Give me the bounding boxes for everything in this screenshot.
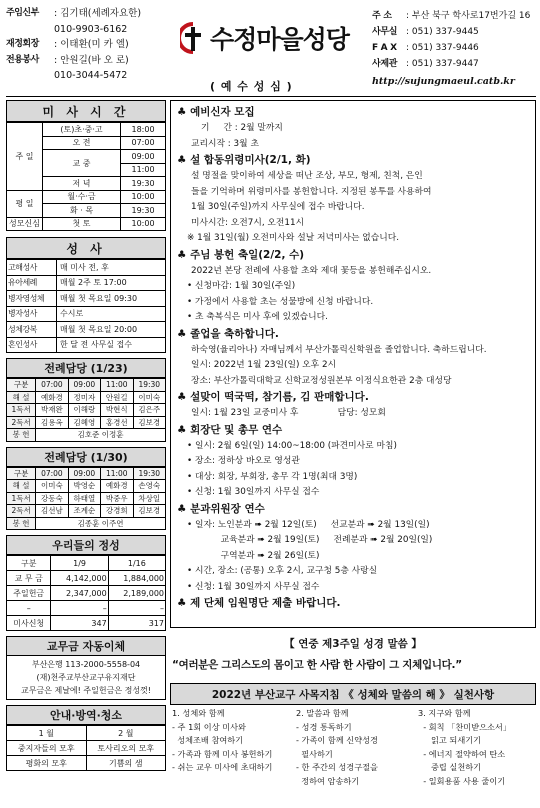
duty-name: 홍경선	[101, 416, 133, 429]
header-row	[6, 68, 166, 84]
verse-text: “여러분은 그리스도의 몸이고 한 사람 한 사람이 그 지체입니다.”	[172, 659, 462, 671]
notice-heading: ♣ 설맞이 떡국떡, 참기름, 김 판매합니다.	[177, 391, 369, 403]
practice-item: 읽고 되새기기	[418, 735, 482, 745]
practice-item: - 주 1회 이상 미사와	[172, 721, 246, 732]
duty2-table	[6, 467, 166, 531]
mass-time: 09:00	[121, 150, 166, 164]
offering-amount: 2,347,000	[51, 586, 108, 601]
notice-line: 구역분과 ➠ 2월 26일(토)	[201, 550, 320, 561]
offering-item: 미사신청	[7, 616, 51, 631]
duty-header-cell: 19:30	[133, 379, 166, 392]
duty-role: 봉 헌	[7, 517, 36, 530]
mass-slot: 첫 토	[43, 217, 121, 231]
header-label: F A X	[372, 43, 397, 53]
duty-row	[7, 429, 166, 442]
cross-icon	[180, 21, 206, 55]
duty-role: 2독서	[7, 416, 36, 429]
notice-line: • 가정에서 사용할 초는 성물방에 신청 바랍니다.	[187, 296, 374, 307]
duty-names: 김호준 이정훈	[36, 429, 166, 442]
duty-names: 김종훈 이주연	[36, 517, 166, 530]
header-row	[372, 24, 536, 40]
mass-row	[7, 123, 166, 137]
header-row	[6, 37, 166, 53]
verse-title: 【 연중 제3주일 성경 말씀 】	[284, 638, 422, 650]
duty-name: 조계순	[68, 505, 100, 518]
notice-line: 교리시작 : 3월 초	[191, 138, 259, 149]
duty2-title: 전례담당 (1/30)	[6, 447, 166, 467]
mass-slot: 저 녁	[43, 177, 121, 191]
duty1-title: 전례담당 (1/23)	[6, 358, 166, 378]
header-value: : 안원길(바 오 로)	[54, 54, 129, 66]
header-value: : 051) 337-9447	[406, 59, 479, 69]
duty-role: 1독서	[7, 492, 36, 505]
mass-time: 19:30	[121, 177, 166, 191]
notice-line: 교육분과 ➠ 2월 19일(토) 전례분과 ➠ 2월 20일(일)	[201, 535, 433, 545]
duty-name: 김보경	[133, 416, 166, 429]
offering-amount: 317	[108, 616, 165, 631]
mass-slot: 월·수·금	[43, 190, 121, 204]
header-row	[372, 40, 536, 56]
header-value: 010-9903-6162	[54, 23, 128, 35]
notice-line: • 신청: 1월 30일까지 사무실 접수	[187, 487, 320, 497]
sacrament-time: 매 미사 전, 후	[57, 260, 166, 276]
header-label	[6, 22, 54, 38]
practice-heading: 3. 지구와 함께	[418, 708, 471, 718]
notice-line: 장소: 부산가톨릭대학교 신학교정성원본부 이정식요한관 2층 대성당	[191, 375, 452, 386]
cleaning-group: 기쁨의 샘	[86, 756, 166, 771]
header-label	[6, 68, 54, 84]
notice-line: 1월 30일(주일)까지 사무실에 접수 바랍니다.	[191, 202, 365, 212]
mass-time: 07:00	[121, 136, 166, 150]
duty-header-cell: 11:00	[101, 467, 133, 480]
offering-title: 우리들의 정성	[6, 535, 166, 555]
duty-header-cell: 11:00	[101, 379, 133, 392]
cleaning-row	[7, 756, 166, 771]
duty-row	[7, 505, 166, 518]
offering-header-row	[7, 556, 166, 571]
sacrament-time: 매월 첫 목요일 09:30	[57, 291, 166, 307]
offering-header-cell: 구분	[7, 556, 51, 571]
duty-row	[7, 391, 166, 404]
practice-column	[414, 707, 536, 788]
header-row	[372, 8, 536, 24]
notice-heading: ♣ 제 단체 임원명단 제출 바랍니다.	[177, 597, 341, 609]
notice-heading: ♣ 분과위원장 연수	[177, 502, 265, 515]
practice-column	[172, 707, 290, 788]
practice-heading: 2. 말씀과 함께	[296, 708, 349, 718]
header-value: : 051) 337-9446	[406, 43, 479, 53]
notice-board	[170, 100, 536, 628]
offering-amount: –	[51, 601, 108, 616]
duty-name: 박현식	[101, 404, 133, 417]
duty-role: 해 설	[7, 391, 36, 404]
offering-row	[7, 586, 166, 601]
duty-header-cell: 구분	[7, 467, 36, 480]
practice-item: 성체조배 참여하기	[172, 735, 244, 745]
offering-row	[7, 616, 166, 631]
pastoral-motto: 2022년 부산교구 사목지침 《 성체와 말씀의 해 》 실천사항	[170, 683, 536, 705]
mass-row	[7, 190, 166, 204]
practice-item: 필사하기	[296, 748, 333, 759]
duty-row	[7, 480, 166, 493]
notice-line: 기 간 : 2월 말까지	[201, 123, 283, 133]
mass-category: 평 일	[7, 190, 43, 217]
notice-line: • 일시: 2월 6일(일) 14:00~18:00 (파견미사로 마침)	[187, 440, 397, 451]
offering-row	[7, 571, 166, 586]
header-value: : 051) 337-9445	[406, 27, 479, 37]
offering-amount: 4,142,000	[51, 571, 108, 586]
duty-header-cell: 19:30	[133, 467, 166, 480]
offering-amount: 347	[51, 616, 108, 631]
duty-name: 정미자	[68, 391, 100, 404]
duty-name: 예화경	[36, 391, 68, 404]
duty-header-cell: 09:00	[68, 467, 100, 480]
header-row	[6, 53, 166, 69]
duty-name: 박재완	[36, 404, 68, 417]
notice-line: • 초 축복식은 미사 후에 있겠습니다.	[187, 312, 328, 322]
sacraments-title: 성 사	[6, 237, 166, 259]
mass-slot: 오 전	[43, 136, 121, 150]
practice-item: - 에너지 절약하여 탄소	[418, 748, 506, 759]
contact-info	[372, 8, 536, 72]
notice-line: 2022년 본당 전례에 사용할 초와 제대 꽃등을 봉헌해주십시오.	[191, 265, 432, 276]
cleaning-row	[7, 741, 166, 756]
notice-heading: ♣ 설 합동위령미사(2/1, 화)	[177, 154, 311, 166]
header-value: : 이태환(미 카 엘)	[54, 39, 129, 50]
practice-heading: 1. 성체와 함께	[172, 708, 225, 718]
duty-name: 하태열	[68, 492, 100, 505]
sacrament-name: 병자성사	[7, 306, 57, 322]
parish-logo	[180, 18, 349, 58]
duty-header-cell: 07:00	[36, 379, 68, 392]
transfer-box	[6, 656, 166, 700]
sacrament-row	[7, 306, 166, 322]
duty-row	[7, 404, 166, 417]
sacraments-table	[6, 259, 166, 353]
sacrament-time: 한 달 전 사무실 접수	[57, 337, 166, 353]
duty-name: 예화경	[101, 480, 133, 493]
practice-item: - 가족이 함께 신약성경	[296, 735, 378, 745]
cleaning-table	[6, 725, 166, 771]
duty-name: 박영순	[68, 480, 100, 493]
cleaning-month: 2 월	[86, 726, 166, 741]
mass-time: 19:30	[121, 204, 166, 218]
header-value: 010-3044-5472	[54, 70, 128, 81]
practice-item: - 쉬는 교우 미사에 초대하기	[172, 762, 273, 772]
offering-header-cell: 1/16	[108, 556, 165, 571]
offering-item: –	[7, 601, 51, 616]
parish-subtitle: ( 예 수 성 심 )	[210, 80, 293, 93]
duty-name: 차상일	[133, 492, 166, 505]
notice-heading: ♣ 졸업을 축하합니다.	[177, 327, 279, 340]
header-label: 사제관	[372, 59, 398, 69]
mass-category: 주 일	[7, 123, 43, 191]
header-label: 주 소	[372, 11, 392, 21]
practice-item: 중립 실천하기	[418, 762, 482, 772]
notice-line: • 신청: 1월 30일까지 사무실 접수	[187, 581, 320, 592]
cleaning-header-row	[7, 726, 166, 741]
notice-line: • 시간, 장소: (공통) 오후 2시, 교구청 5층 사랑실	[187, 566, 378, 576]
offering-table	[6, 555, 166, 631]
sacrament-row	[7, 337, 166, 353]
website-link[interactable]: http://sujungmaeul.catb.kr	[372, 76, 515, 87]
sacrament-name: 유아세례	[7, 275, 57, 291]
duty-header-cell: 구분	[7, 379, 36, 392]
duty-role: 해 설	[7, 480, 36, 493]
duty-name: 김혜영	[68, 416, 100, 429]
offering-row	[7, 601, 166, 616]
header-label: 재정회장	[6, 39, 39, 49]
offering-amount: 1,884,000	[108, 571, 165, 586]
notice-line: 일시: 1월 23일 교중미사 후 담당: 성모회	[191, 408, 386, 418]
duty-header-row	[7, 379, 166, 392]
header-row	[372, 56, 536, 72]
duty-header-cell: 07:00	[36, 467, 68, 480]
notice-line: • 일자: 노인분과 ➠ 2월 12일(토) 선교분과 ➠ 2월 13일(일)	[187, 519, 430, 530]
mass-table	[6, 122, 166, 231]
notice-line: 하숙영(율리아나) 자매님께서 부산가톨릭신학원을 졸업합니다. 축하드립니다.	[191, 344, 487, 355]
notice-line: • 대상: 회장, 부회장, 총무 각 1명(최대 3명)	[187, 471, 358, 482]
notice-line: 일시: 2022년 1월 23일(일) 오후 2시	[191, 360, 337, 370]
duty-name: 김선남	[36, 505, 68, 518]
cleaning-group: 중지자들의 모후	[7, 741, 87, 756]
offering-header-cell: 1/9	[51, 556, 108, 571]
sacrament-name: 병자영성체	[7, 291, 57, 307]
duty1-table	[6, 378, 166, 442]
duty-role: 2독서	[7, 505, 36, 518]
mass-slot: 화 · 목	[43, 204, 121, 218]
mass-time: 10:00	[121, 190, 166, 204]
duty-row	[7, 517, 166, 530]
offering-item: 교 무 금	[7, 571, 51, 586]
notice-line: ※ 1월 31일(월) 오전미사와 설날 저녁미사는 없습니다.	[187, 233, 400, 243]
offering-amount: –	[108, 601, 165, 616]
practice-item: - 한 주간의 성경구절을	[296, 762, 378, 772]
mass-slot: 교 중	[43, 150, 121, 177]
notice-heading: ♣ 주님 봉헌 축일(2/2, 수)	[177, 248, 305, 261]
practice-column	[290, 707, 414, 788]
header-value: : 김기태(세례자요한)	[54, 8, 142, 19]
practice-item: - 성경 통독하기	[296, 721, 352, 732]
cleaning-title: 안내·방역·청소	[6, 705, 166, 725]
sacrament-row	[7, 275, 166, 291]
practice-item: 정하여 암송하기	[296, 775, 360, 786]
duty-name: 안원길	[101, 391, 133, 404]
cleaning-group: 평화의 모후	[7, 756, 87, 771]
duty-name: 김용옥	[36, 416, 68, 429]
mass-title: 미 사 시 간	[6, 100, 166, 122]
duty-header-cell: 09:00	[68, 379, 100, 392]
duty-header-row	[7, 467, 166, 480]
notice-line: • 신청마감: 1월 30일(주일)	[187, 281, 296, 291]
duty-row	[7, 416, 166, 429]
duty-name: 김보경	[133, 505, 166, 518]
notice-line: 설 명절을 맞이하여 세상을 떠난 조상, 부모, 형제, 친척, 은인	[191, 171, 423, 181]
notice-line: • 장소: 정하상 바오로 영성관	[187, 456, 300, 466]
duty-name: 강동숙	[36, 492, 68, 505]
sacrament-time: 매월 첫 목요일 20:00	[57, 322, 166, 338]
notice-heading: ♣ 예비신자 모집	[177, 106, 255, 118]
sacrament-time: 수시로	[57, 306, 166, 322]
offering-amount: 2,189,000	[108, 586, 165, 601]
header-label: 주임신부	[6, 8, 39, 18]
mass-time: 18:00	[121, 123, 166, 137]
mass-row	[7, 217, 166, 231]
duty-name: 박중우	[101, 492, 133, 505]
pastor-info	[6, 6, 166, 84]
transfer-line: 부산은행 113-2000-5558-04	[31, 660, 141, 669]
header-row	[6, 22, 166, 38]
header-row	[6, 6, 166, 22]
sacrament-time: 매월 2주 토 17:00	[57, 275, 166, 291]
sacrament-name: 고해성사	[7, 260, 57, 276]
cleaning-month: 1 월	[7, 726, 87, 741]
sacrament-row	[7, 322, 166, 338]
header-label: 사무실	[372, 27, 398, 37]
sacrament-row	[7, 260, 166, 276]
parish-title: 수정마을성당	[210, 25, 349, 54]
left-column	[6, 100, 166, 771]
duty-name: 손영숙	[133, 480, 166, 493]
duty-role: 봉 헌	[7, 429, 36, 442]
transfer-line: 교무금은 제날에! 주일헌금은 정성껏!	[21, 686, 151, 695]
mass-time: 10:00	[121, 217, 166, 231]
header-value: : 부산 북구 학사로17번가길 16	[406, 11, 531, 21]
notice-heading: ♣ 회장단 및 총무 연수	[177, 423, 283, 436]
duty-name: 이미숙	[133, 391, 166, 404]
cleaning-group: 토사리오의 모후	[86, 741, 166, 756]
practice-columns	[172, 707, 536, 788]
offering-item: 주일헌금	[7, 586, 51, 601]
duty-name: 강경희	[101, 505, 133, 518]
header-label: 전용봉사	[6, 54, 39, 65]
practice-item: - 가족과 함께 미사 봉헌하기	[172, 748, 273, 759]
practice-item: - 일회용품 사용 줄이기	[418, 775, 506, 786]
duty-role: 1독서	[7, 404, 36, 417]
mass-category: 성모신심	[7, 217, 43, 231]
notice-line: 들을 기억하며 위령미사를 봉헌합니다. 지정된 봉투를 사용하여	[191, 186, 432, 197]
mass-time: 11:00	[121, 163, 166, 177]
duty-name: 이미숙	[36, 480, 68, 493]
mass-slot: (토)초·중·고	[43, 123, 121, 137]
notice-line: 미사시간: 오전7시, 오전11시	[191, 217, 305, 228]
sacrament-row	[7, 291, 166, 307]
practice-item: - 회칙 「찬미받으소서」	[418, 721, 512, 732]
duty-row	[7, 492, 166, 505]
duty-name: 김은주	[133, 404, 166, 417]
sacrament-name: 혼인성사	[7, 337, 57, 353]
transfer-title: 교무금 자동이체	[6, 636, 166, 656]
duty-name: 이해랑	[68, 404, 100, 417]
sacrament-name: 성체강복	[7, 322, 57, 338]
transfer-line: (재)천주교부산교구유지재단	[36, 673, 136, 682]
header-divider	[6, 96, 536, 97]
